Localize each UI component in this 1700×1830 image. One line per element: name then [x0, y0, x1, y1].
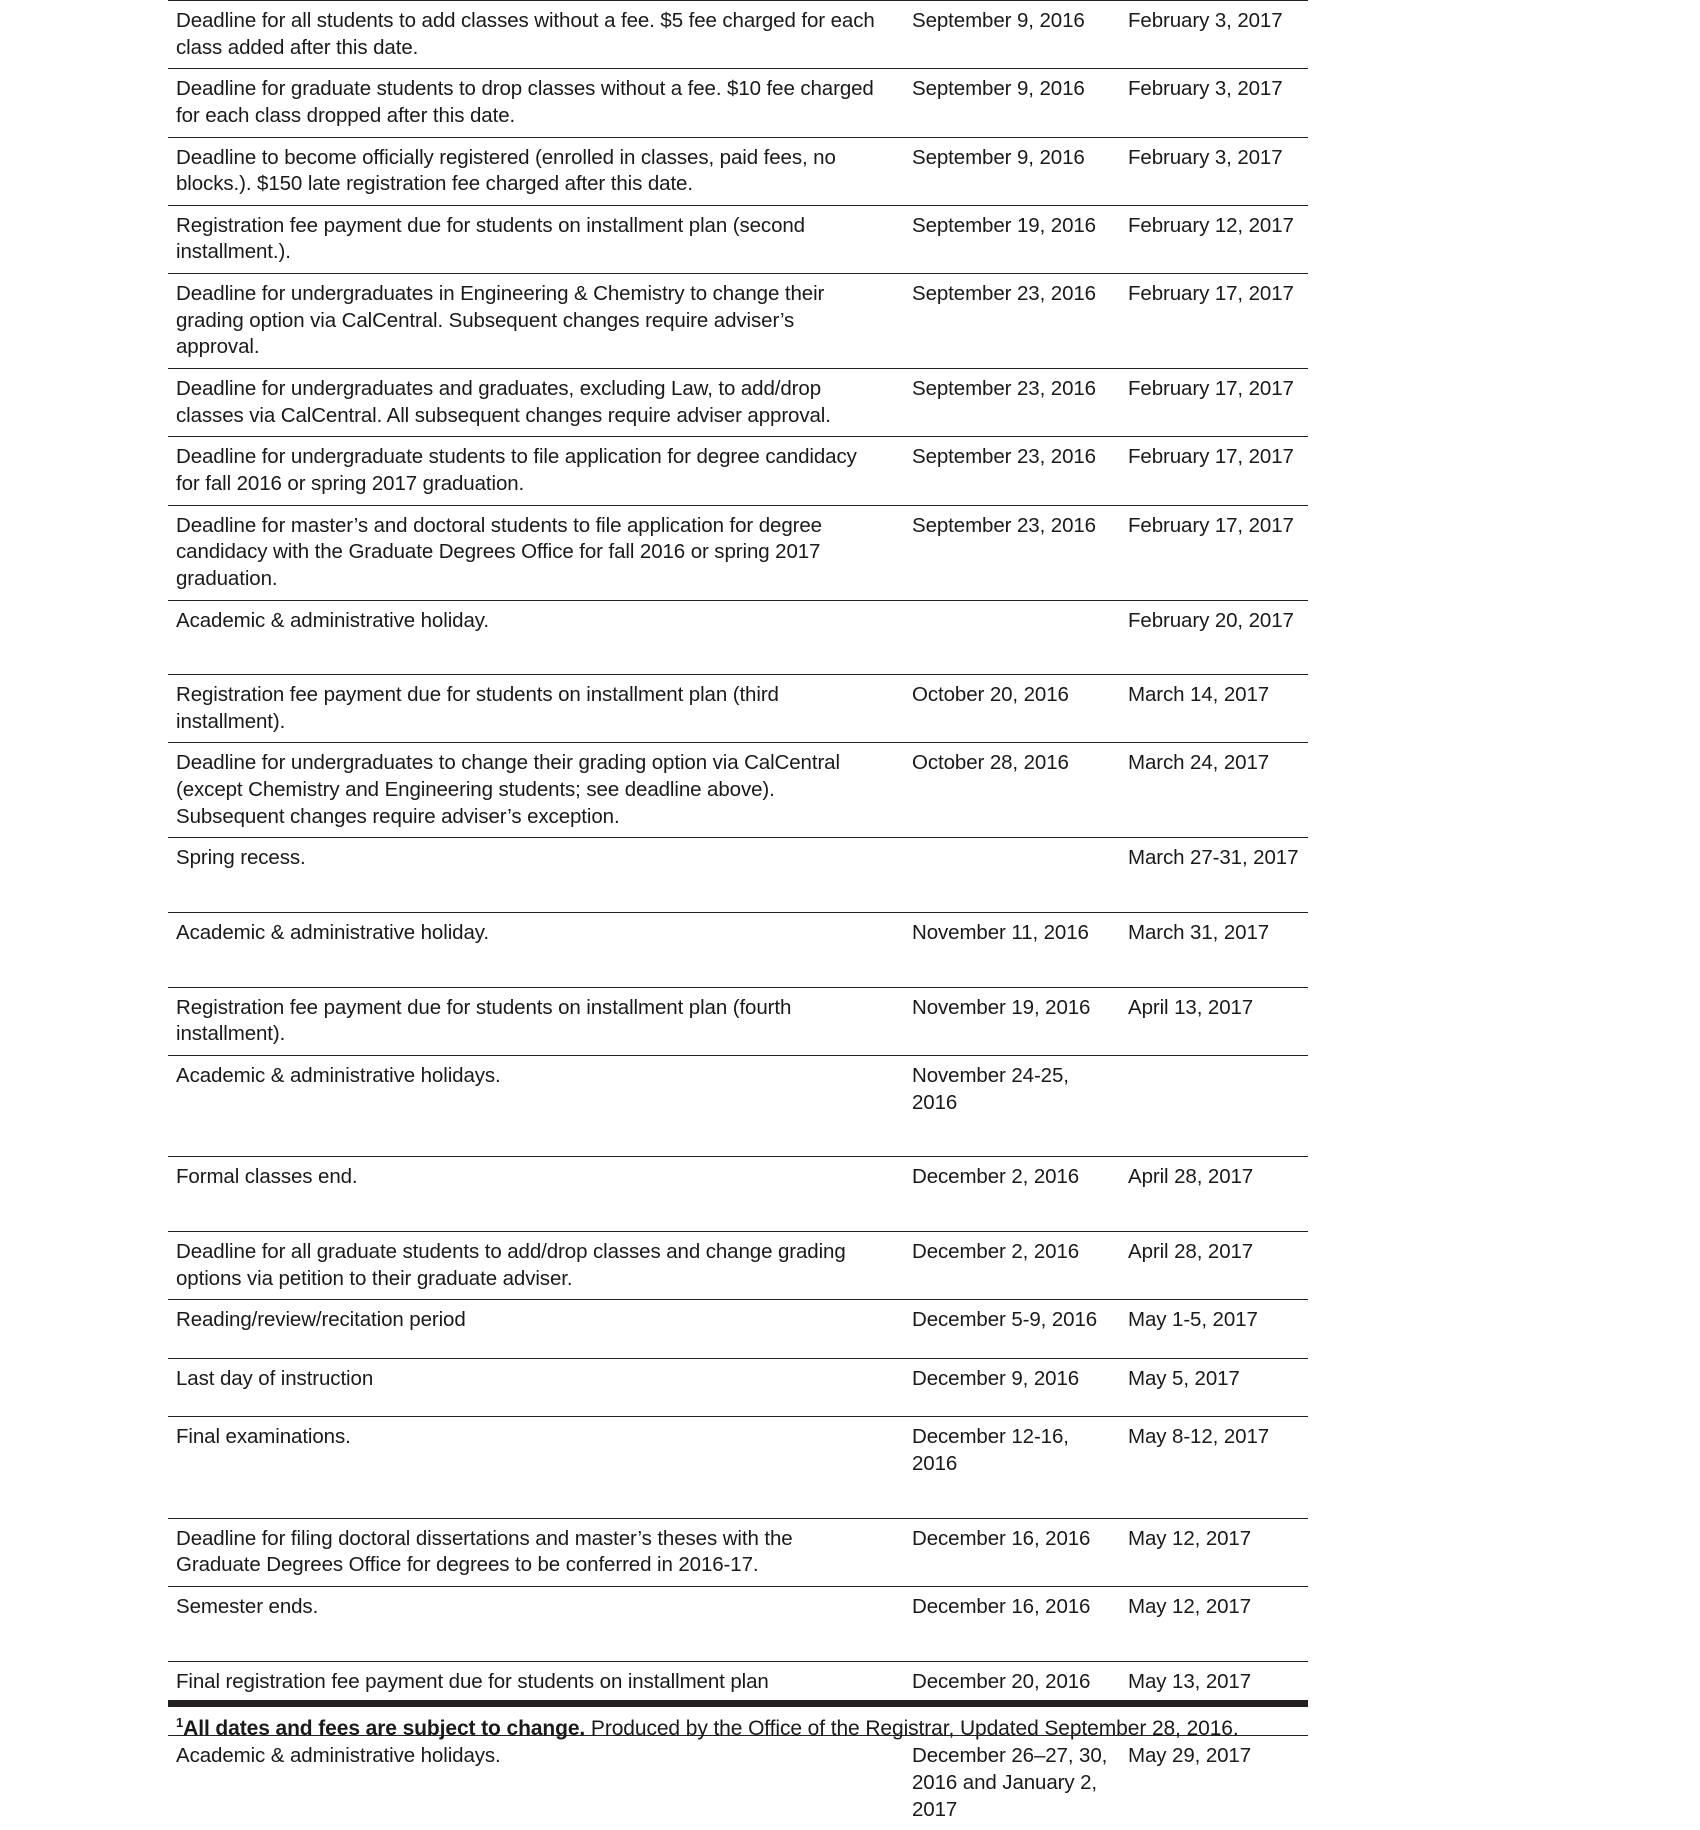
- event-description: Reading/review/recitation period: [168, 1300, 904, 1359]
- spring-date: May 5, 2017: [1116, 1358, 1308, 1417]
- fall-date: September 23, 2016: [904, 274, 1116, 369]
- spring-date: March 14, 2017: [1116, 675, 1308, 743]
- spring-date: March 27-31, 2017: [1116, 838, 1308, 913]
- table-row: [168, 1417, 1308, 1518]
- fall-date: December 16, 2016: [904, 1586, 1116, 1661]
- event-description: Formal classes end.: [168, 1157, 904, 1232]
- table-row: [168, 137, 1308, 205]
- event-description: Deadline for undergraduates and graduates, excluding Law, to add/drop classes via CalCentral. All subsequent changes require adviser approval.: [168, 369, 904, 437]
- fall-date: September 23, 2016: [904, 505, 1116, 600]
- footnote-rest-text: Produced by the Office of the Registrar, Updated September 28, 2016.: [585, 1717, 1238, 1740]
- footer-divider: [168, 1700, 1308, 1707]
- spring-date: February 17, 2017: [1116, 274, 1308, 369]
- table-row: [168, 1736, 1308, 1830]
- spring-date: March 24, 2017: [1116, 743, 1308, 838]
- event-description: Spring recess.: [168, 838, 904, 913]
- spring-date: February 17, 2017: [1116, 505, 1308, 600]
- fall-date: October 28, 2016: [904, 743, 1116, 838]
- spring-date: [1116, 1055, 1308, 1156]
- spring-date: May 12, 2017: [1116, 1518, 1308, 1586]
- table-row: [168, 1358, 1308, 1417]
- event-description: Academic & administrative holiday.: [168, 600, 904, 675]
- table-row: [168, 1586, 1308, 1661]
- spring-date: February 3, 2017: [1116, 69, 1308, 137]
- event-description: Deadline for graduate students to drop classes without a fee. $10 fee charged for each class dropped after this date.: [168, 69, 904, 137]
- table-row: [168, 838, 1308, 913]
- table-row: [168, 1055, 1308, 1156]
- spring-date: May 29, 2017: [1116, 1736, 1308, 1830]
- event-description: Deadline for all students to add classes without a fee. $5 fee charged for each class added after this date.: [168, 1, 904, 69]
- event-description: Deadline to become officially registered (enrolled in classes, paid fees, no blocks.). $150 late registration fee charged after this date.: [168, 137, 904, 205]
- academic-calendar-table: [168, 0, 1308, 1830]
- spring-date: April 13, 2017: [1116, 987, 1308, 1055]
- spring-date: May 1-5, 2017: [1116, 1300, 1308, 1359]
- footnote-marker: 1: [176, 1715, 183, 1730]
- fall-date: December 20, 2016: [904, 1661, 1116, 1736]
- spring-date: February 3, 2017: [1116, 1, 1308, 69]
- spring-date: April 28, 2017: [1116, 1231, 1308, 1299]
- fall-date: September 23, 2016: [904, 369, 1116, 437]
- table-row: [168, 675, 1308, 743]
- spring-date: April 28, 2017: [1116, 1157, 1308, 1232]
- event-description: Deadline for undergraduates to change their grading option via CalCentral (except Chemistry and Engineering students; see deadline above). Subsequent changes require adviser’s exception.: [168, 743, 904, 838]
- event-description: Registration fee payment due for students on installment plan (fourth installment).: [168, 987, 904, 1055]
- fall-date: November 11, 2016: [904, 913, 1116, 988]
- table-row: [168, 1157, 1308, 1232]
- fall-date: December 5-9, 2016: [904, 1300, 1116, 1359]
- fall-date: November 24-25, 2016: [904, 1055, 1116, 1156]
- event-description: Academic & administrative holidays.: [168, 1736, 904, 1830]
- event-description: Final examinations.: [168, 1417, 904, 1518]
- event-description: Semester ends.: [168, 1586, 904, 1661]
- event-description: Academic & administrative holidays.: [168, 1055, 904, 1156]
- table-row: [168, 1300, 1308, 1359]
- table-row: [168, 1231, 1308, 1299]
- spring-date: February 12, 2017: [1116, 205, 1308, 273]
- table-row: [168, 913, 1308, 988]
- event-description: Deadline for all graduate students to add/drop classes and change grading options via petition to their graduate adviser.: [168, 1231, 904, 1299]
- fall-date: December 16, 2016: [904, 1518, 1116, 1586]
- table-row: [168, 600, 1308, 675]
- event-description: Registration fee payment due for students on installment plan (second installment.).: [168, 205, 904, 273]
- footnote: [176, 1715, 1376, 1742]
- spring-date: February 17, 2017: [1116, 437, 1308, 505]
- event-description: Deadline for undergraduates in Engineering & Chemistry to change their grading option via CalCentral. Subsequent changes require adviser’s approval.: [168, 274, 904, 369]
- fall-date: [904, 600, 1116, 675]
- event-description: Academic & administrative holiday.: [168, 913, 904, 988]
- spring-date: February 20, 2017: [1116, 600, 1308, 675]
- spring-date: March 31, 2017: [1116, 913, 1308, 988]
- table-row: [168, 437, 1308, 505]
- table-row: [168, 205, 1308, 273]
- spring-date: February 17, 2017: [1116, 369, 1308, 437]
- table-row: [168, 1518, 1308, 1586]
- event-description: Deadline for filing doctoral dissertations and master’s theses with the Graduate Degrees Office for degrees to be conferred in 2016-17.: [168, 1518, 904, 1586]
- fall-date: September 9, 2016: [904, 69, 1116, 137]
- table-row: [168, 505, 1308, 600]
- fall-date: December 12-16, 2016: [904, 1417, 1116, 1518]
- table-row: [168, 69, 1308, 137]
- table-row: [168, 274, 1308, 369]
- spring-date: May 13, 2017: [1116, 1661, 1308, 1736]
- fall-date: December 2, 2016: [904, 1231, 1116, 1299]
- fall-date: September 9, 2016: [904, 1, 1116, 69]
- fall-date: December 2, 2016: [904, 1157, 1116, 1232]
- fall-date: November 19, 2016: [904, 987, 1116, 1055]
- fall-date: [904, 838, 1116, 913]
- fall-date: September 9, 2016: [904, 137, 1116, 205]
- spring-date: May 8-12, 2017: [1116, 1417, 1308, 1518]
- calendar-table-body: [168, 1, 1308, 1830]
- event-description: Last day of instruction: [168, 1358, 904, 1417]
- fall-date: September 23, 2016: [904, 437, 1116, 505]
- table-row: [168, 987, 1308, 1055]
- fall-date: October 20, 2016: [904, 675, 1116, 743]
- event-description: Registration fee payment due for students on installment plan (third installment).: [168, 675, 904, 743]
- event-description: Deadline for undergraduate students to file application for degree candidacy for fall 2016 or spring 2017 graduation.: [168, 437, 904, 505]
- table-row: [168, 369, 1308, 437]
- footnote-bold-text: All dates and fees are subject to change.: [183, 1717, 585, 1740]
- table-row: [168, 1, 1308, 69]
- spring-date: May 12, 2017: [1116, 1586, 1308, 1661]
- event-description: Deadline for master’s and doctoral students to file application for degree candidacy with the Graduate Degrees Office for fall 2016 or spring 2017 graduation.: [168, 505, 904, 600]
- event-description: Final registration fee payment due for students on installment plan: [168, 1661, 904, 1736]
- table-row: [168, 743, 1308, 838]
- fall-date: December 26–27, 30, 2016 and January 2, 2017: [904, 1736, 1116, 1830]
- fall-date: September 19, 2016: [904, 205, 1116, 273]
- fall-date: December 9, 2016: [904, 1358, 1116, 1417]
- spring-date: February 3, 2017: [1116, 137, 1308, 205]
